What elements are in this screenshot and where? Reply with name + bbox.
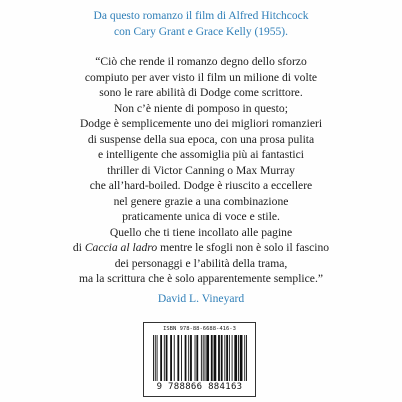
barcode-bar (234, 335, 237, 381)
barcode-bar (185, 335, 187, 381)
intro-line: Da questo romanzo il film di Alfred Hitchcock (93, 10, 309, 22)
quote-line: che all’hard-boiled. Dodge è riuscito a eccellere (89, 179, 313, 192)
barcode-bar (218, 335, 220, 381)
isbn-digits: 9 788866 884163 (156, 382, 243, 392)
barcode-bar (211, 335, 213, 381)
barcode-bar (224, 335, 225, 381)
quote-line: ma la scrittura che è solo apparentemente semplice.” (78, 272, 323, 285)
quote-line: e intelligente che assomiglia più ai fantastici (97, 148, 305, 161)
quote-line: thriller di Victor Canning o Max Murray (107, 163, 295, 177)
barcode-bar (195, 335, 196, 381)
barcode-bar (240, 335, 243, 381)
intro-text (0, 9, 402, 40)
barcode-bar (203, 335, 204, 381)
barcode-bar (170, 335, 172, 381)
barcode-bar (206, 335, 209, 381)
barcode-bar (232, 335, 233, 381)
barcode-bar (153, 335, 154, 381)
quote-line: compiuto per aver visto il film un milione di volte (84, 70, 318, 84)
quote-fragment: di (72, 241, 85, 254)
book-title: Caccia al ladro (84, 241, 158, 254)
barcode-bar (205, 335, 206, 381)
isbn-label: ISBN 978-88-6688-416-3 (163, 326, 236, 332)
barcode-bar (177, 335, 179, 381)
barcode-bar (164, 335, 165, 381)
barcode-bar (246, 335, 247, 381)
quote-fragment: mentre le sfogli non è solo il fascino (157, 241, 330, 254)
barcode-bar (214, 335, 217, 381)
isbn-barcode (143, 322, 256, 397)
intro-line: con Cary Grant e Grace Kelly (1955). (113, 25, 289, 38)
quote-line (20, 240, 382, 256)
quote-line: Dodge è semplicemente uno dei migliori romanzieri (79, 117, 323, 130)
barcode-bar (160, 335, 162, 381)
barcode-bar (155, 335, 156, 381)
barcode-bar (166, 335, 168, 381)
quote-line: Non c’è niente di pomposo in questo; (114, 101, 288, 115)
quote-line: sono le rare abilità di Dodge come scrittore. (99, 86, 303, 99)
barcode-bar (244, 335, 245, 381)
barcode-bar (226, 335, 228, 381)
barcode-bar (157, 335, 158, 381)
barcode-bar (196, 335, 198, 381)
quote-line: praticamente unica di voce e stile. (122, 210, 280, 223)
quote-line: Quello che ti tiene incollato alle pagine (109, 225, 293, 239)
barcode-bar (238, 335, 239, 381)
quote-line: nel genere grazie a una combinazione (113, 194, 289, 208)
review-quote (20, 54, 382, 287)
barcode-bars (152, 335, 248, 381)
quote-line: di suspense della sua epoca, con una prosa pulita (87, 132, 315, 146)
barcode-bar (190, 335, 192, 381)
barcode-bar (181, 335, 182, 381)
barcode-bar (201, 335, 202, 381)
quote-line: dei personaggi e l’abilità della trama, (114, 256, 288, 270)
quote-line: “Ciò che rende il romanzo degno dello sforzo (95, 55, 307, 68)
barcode-bar (229, 335, 230, 381)
barcode-bar (188, 335, 189, 381)
barcode-bar (221, 335, 223, 381)
barcode-bar (174, 335, 175, 381)
quote-author: David L. Vineyard (157, 292, 245, 305)
